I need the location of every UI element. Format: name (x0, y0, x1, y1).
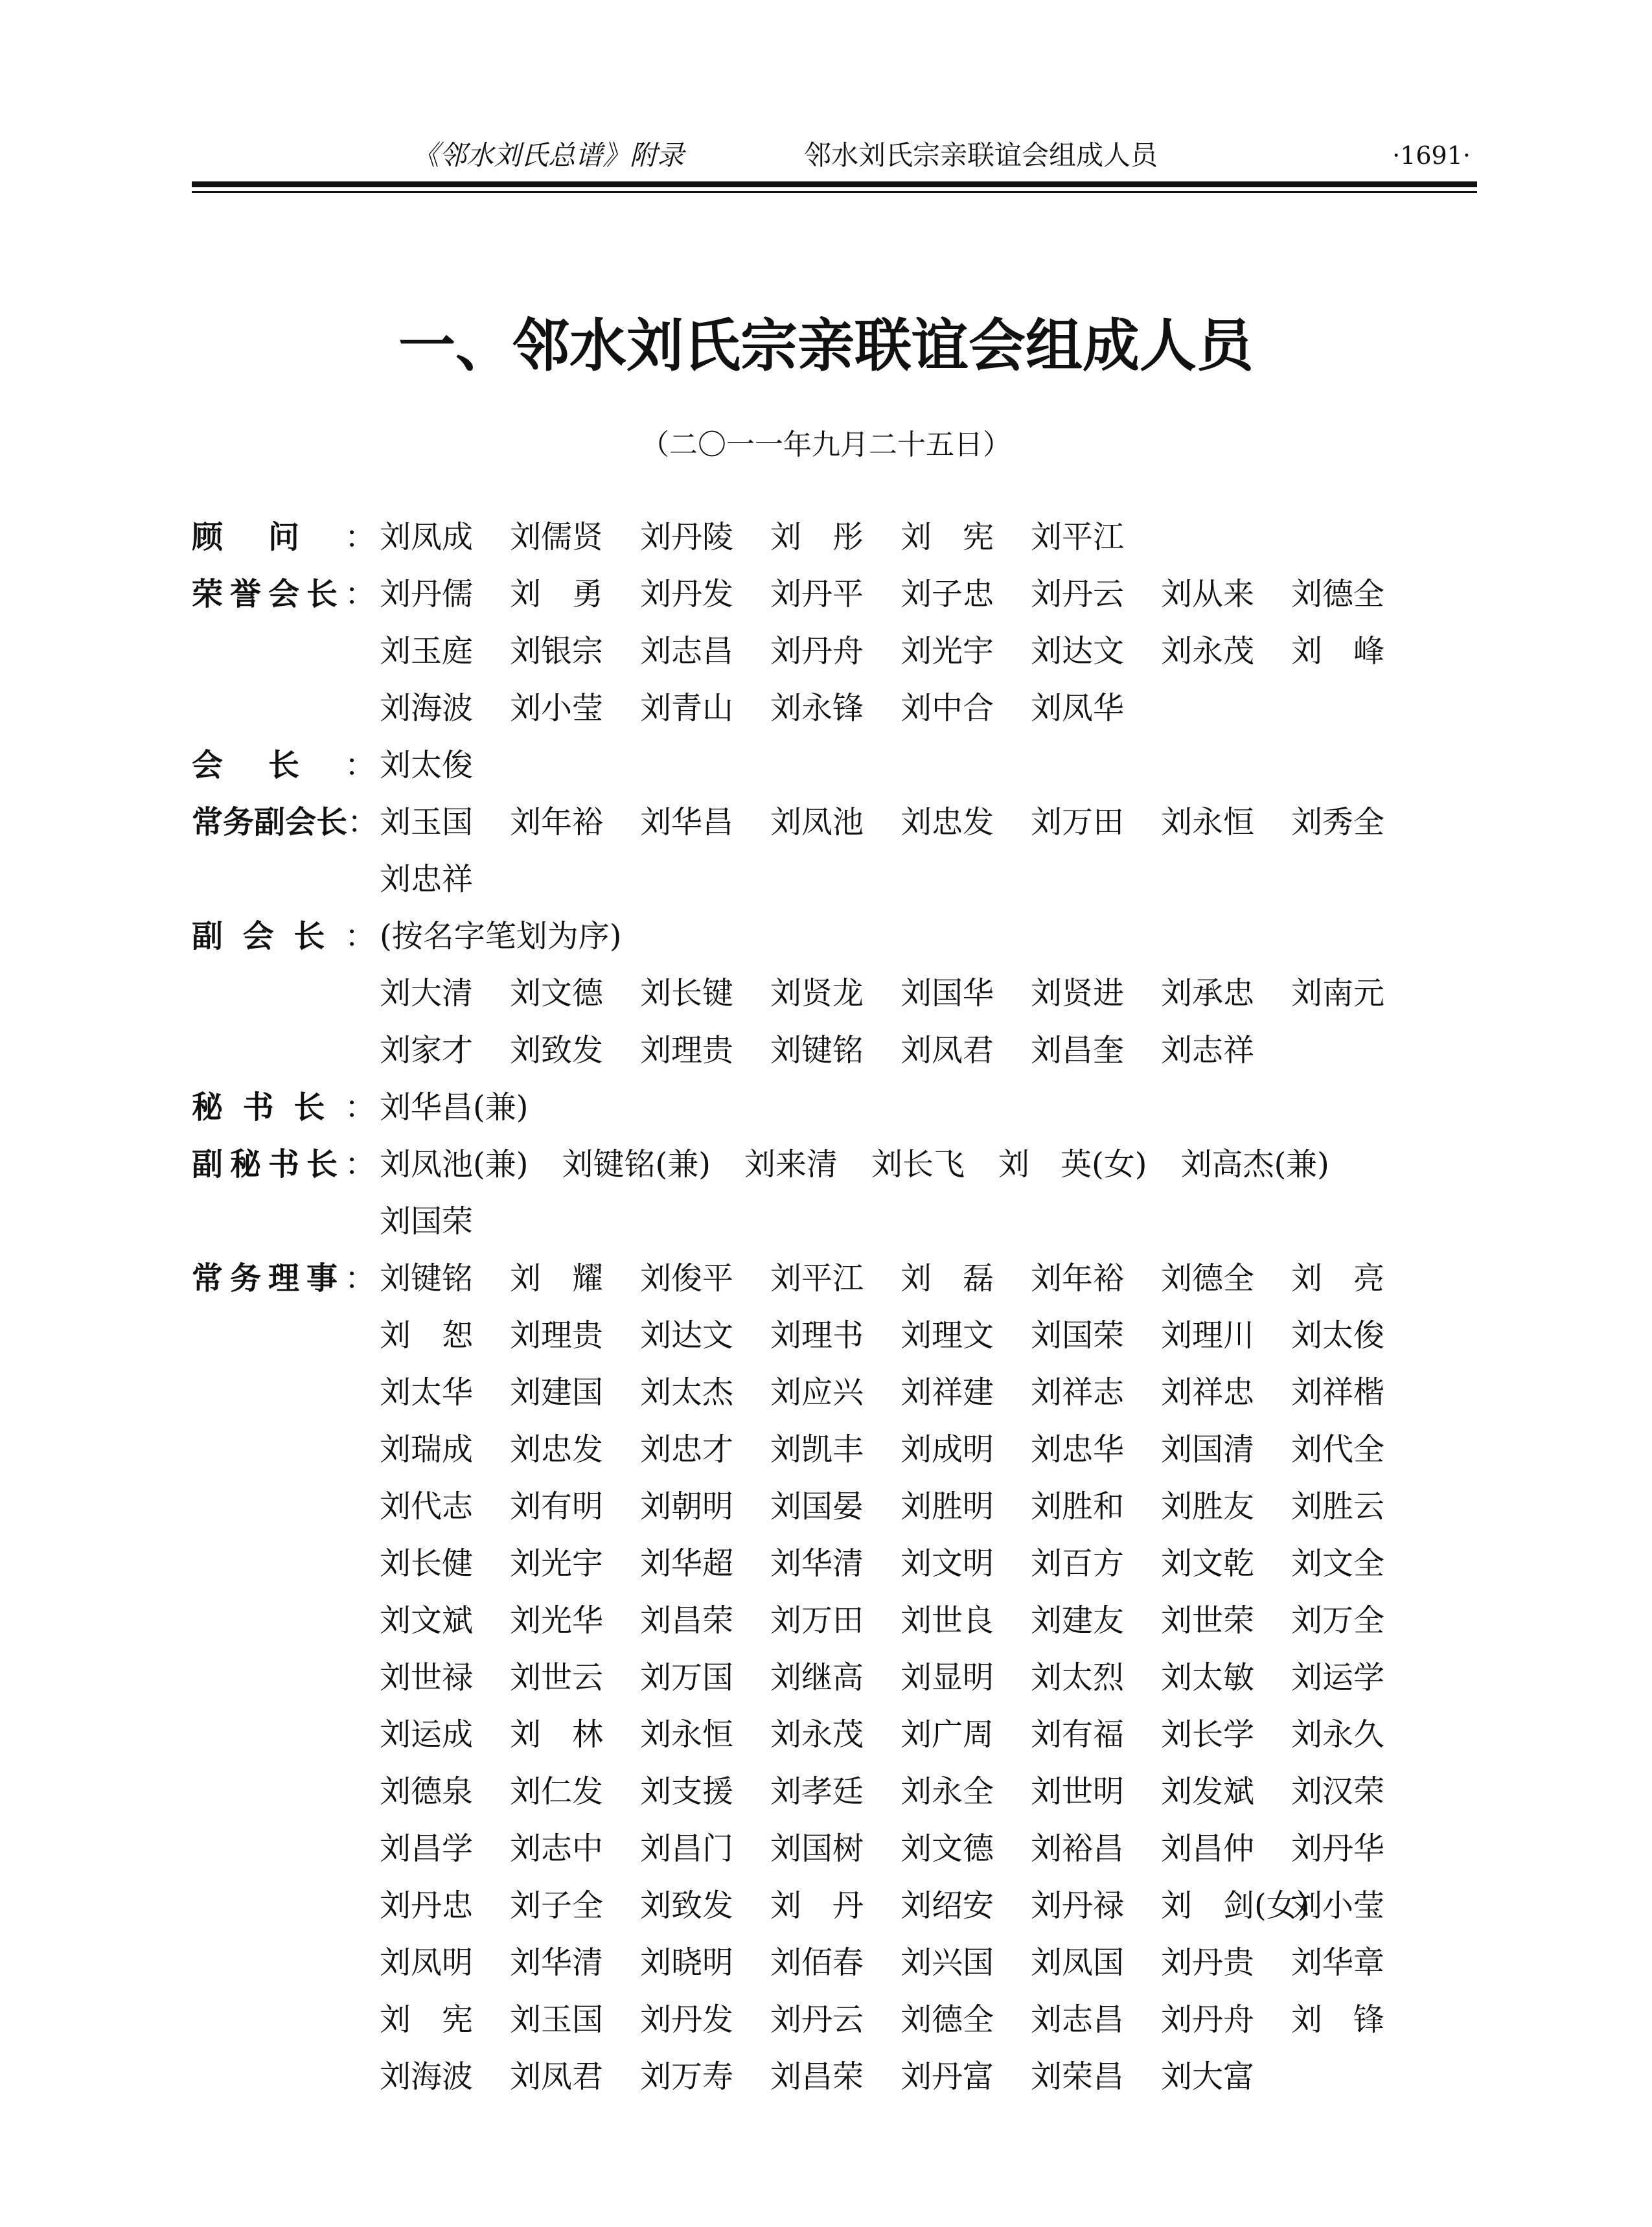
member-name: 刘 亮 (1291, 1260, 1385, 1297)
member-name: 刘丹云 (1031, 576, 1125, 612)
member-name: 刘文德 (901, 1830, 994, 1867)
member-name: 刘永锋 (770, 690, 864, 726)
member-name: 刘兴国 (901, 1944, 994, 1981)
member-name: 刘绍安 (901, 1887, 994, 1924)
member-name: 刘承忠 (1161, 975, 1255, 1011)
member-name: 刘国晏 (770, 1488, 864, 1525)
member-name: 刘从来 (1161, 576, 1255, 612)
member-name: 刘世明 (1031, 1773, 1125, 1810)
member-name: 刘玉庭 (380, 633, 474, 669)
member-name: 刘太华 (380, 1374, 474, 1411)
member-name: 刘永全 (901, 1773, 994, 1810)
member-name: 刘键铭 (770, 1032, 864, 1068)
member-name: 刘万田 (1031, 804, 1125, 840)
member-name: 刘南元 (1291, 975, 1385, 1011)
member-name: 刘子全 (510, 1887, 604, 1924)
role-section (192, 908, 1477, 1079)
member-name: 刘海波 (380, 2059, 474, 2095)
member-name: 刘子忠 (901, 576, 994, 612)
member-name: 刘太杰 (640, 1374, 734, 1411)
member-name: 刘海波 (380, 690, 474, 726)
member-name: 刘广周 (901, 1716, 994, 1753)
member-name: 刘朝明 (640, 1488, 734, 1525)
member-name: 刘太烈 (1031, 1659, 1125, 1696)
role-member-list (380, 1136, 1477, 1250)
member-name: 刘 勇 (510, 576, 604, 612)
member-name: 刘文德 (510, 975, 604, 1011)
running-header (192, 136, 1477, 175)
member-name: 刘孝廷 (770, 1773, 864, 1810)
role-label: 常 务 理 事 ： (192, 1260, 376, 1297)
member-name: 刘德全 (1161, 1260, 1255, 1297)
member-name: 刘丹贵 (1161, 1944, 1255, 1981)
member-name: 刘凤成 (380, 519, 474, 555)
member-name: 刘丹忠 (380, 1887, 474, 1924)
member-name: 刘祥楷 (1291, 1374, 1385, 1411)
role-member-list (380, 509, 1477, 566)
role-label: 顾 问 ： (192, 519, 376, 555)
member-name: 刘大清 (380, 975, 474, 1011)
member-name: 刘华清 (770, 1545, 864, 1582)
member-name: 刘文全 (1291, 1545, 1385, 1582)
member-name: 刘胜友 (1161, 1488, 1255, 1525)
member-name: 刘昌荣 (640, 1602, 734, 1639)
role-section (192, 737, 1477, 794)
member-name: 刘胜明 (901, 1488, 994, 1525)
member-name: 刘平江 (1031, 519, 1125, 555)
member-name: 刘忠祥 (380, 861, 474, 897)
role-section (192, 1136, 1477, 1250)
member-name: 刘文斌 (380, 1602, 474, 1639)
member-name: 刘丹儒 (380, 576, 474, 612)
member-name: 刘理贵 (640, 1032, 734, 1068)
member-name: 刘华昌(兼) (380, 1089, 529, 1125)
member-name: 刘凤池(兼) (380, 1146, 529, 1183)
member-name: 刘光宇 (510, 1545, 604, 1582)
member-roster (192, 509, 1477, 2105)
member-name: 刘 峰 (1291, 633, 1385, 669)
member-name: 刘国荣 (380, 1203, 474, 1240)
member-name: 刘丹云 (770, 2002, 864, 2038)
member-name: 刘理川 (1161, 1317, 1255, 1354)
member-name: 刘华章 (1291, 1944, 1385, 1981)
member-name: 刘祥忠 (1161, 1374, 1255, 1411)
member-name: 刘银宗 (510, 633, 604, 669)
member-name: 刘代全 (1291, 1431, 1385, 1468)
member-name: 刘德全 (1291, 576, 1385, 612)
member-name: 刘凯丰 (770, 1431, 864, 1468)
member-name: 刘支援 (640, 1773, 734, 1810)
member-name: 刘应兴 (770, 1374, 864, 1411)
member-name: 刘成明 (901, 1431, 994, 1468)
member-name: 刘昌学 (380, 1830, 474, 1867)
member-name: 刘裕昌 (1031, 1830, 1125, 1867)
role-member-list (380, 737, 1477, 794)
page-number: ·1691· (1392, 141, 1471, 170)
member-name: 刘佰春 (770, 1944, 864, 1981)
member-name: 刘祥志 (1031, 1374, 1125, 1411)
role-label: 会 长 ： (192, 747, 376, 783)
member-name: 刘凤君 (510, 2059, 604, 2095)
member-name: 刘有福 (1031, 1716, 1125, 1753)
role-member-list (380, 1250, 1477, 2105)
member-name: 刘光华 (510, 1602, 604, 1639)
member-name: 刘 宪 (901, 519, 994, 555)
member-name: 刘志昌 (1031, 2002, 1125, 2038)
member-name: 刘 恕 (380, 1317, 474, 1354)
role-member-list (380, 794, 1477, 908)
member-name: 刘凤明 (380, 1944, 474, 1981)
member-name: 刘万国 (640, 1659, 734, 1696)
member-name: 刘国荣 (1031, 1317, 1125, 1354)
member-name: 刘世云 (510, 1659, 604, 1696)
role-section (192, 566, 1477, 737)
member-name: 刘大富 (1161, 2059, 1255, 2095)
member-name: 刘昌仲 (1161, 1830, 1255, 1867)
member-name: 刘德泉 (380, 1773, 474, 1810)
member-name: 刘华昌 (640, 804, 734, 840)
member-name: 刘太俊 (1291, 1317, 1385, 1354)
member-name: 刘丹陵 (640, 519, 734, 555)
member-name: 刘 英(女) (998, 1146, 1147, 1183)
member-name: 刘达文 (1031, 633, 1125, 669)
role-section (192, 1079, 1477, 1136)
member-name: 刘长键 (640, 975, 734, 1011)
member-name: 刘 彤 (770, 519, 864, 555)
member-name: 刘家才 (380, 1032, 474, 1068)
chapter-title: 邻水刘氏宗亲联谊会组成人员 (804, 139, 1158, 171)
member-name: 刘荣昌 (1031, 2059, 1125, 2095)
member-name: 刘键铭 (380, 1260, 474, 1297)
member-name: 刘凤国 (1031, 1944, 1125, 1981)
member-name: 刘运成 (380, 1716, 474, 1753)
member-name: 刘志昌 (640, 633, 734, 669)
member-name: 刘 宪 (380, 2002, 474, 2038)
member-name: 刘 锋 (1291, 2002, 1385, 2038)
member-name: 刘建友 (1031, 1602, 1125, 1639)
member-name: 刘长飞 (871, 1146, 965, 1183)
role-section (192, 794, 1477, 908)
member-name: 刘凤池 (770, 804, 864, 840)
member-name: 刘汉荣 (1291, 1773, 1385, 1810)
member-name: 刘光宇 (901, 633, 994, 669)
member-name: 刘仁发 (510, 1773, 604, 1810)
member-name: 刘秀全 (1291, 804, 1385, 840)
member-name: 刘永久 (1291, 1716, 1385, 1753)
member-name: 刘达文 (640, 1317, 734, 1354)
member-name: 刘永恒 (640, 1716, 734, 1753)
member-name: 刘文明 (901, 1545, 994, 1582)
member-name: 刘贤进 (1031, 975, 1125, 1011)
member-name: 刘致发 (510, 1032, 604, 1068)
role-label: 荣 誉 会 长 ： (192, 576, 376, 612)
member-name: 刘昌门 (640, 1830, 734, 1867)
member-name: 刘建国 (510, 1374, 604, 1411)
member-name: 刘世禄 (380, 1659, 474, 1696)
role-member-list (380, 908, 1477, 1079)
member-name: 刘 丹 (770, 1887, 864, 1924)
member-name: 刘理文 (901, 1317, 994, 1354)
member-name: 刘代志 (380, 1488, 474, 1525)
member-name: 刘年裕 (1031, 1260, 1125, 1297)
member-name: 刘太敏 (1161, 1659, 1255, 1696)
member-name: 刘丹发 (640, 576, 734, 612)
member-name: 刘贤龙 (770, 975, 864, 1011)
member-name: 刘小莹 (510, 690, 604, 726)
member-name: 刘长健 (380, 1545, 474, 1582)
member-name: 刘文乾 (1161, 1545, 1255, 1582)
member-name: 刘小莹 (1291, 1887, 1385, 1924)
role-section (192, 509, 1477, 566)
member-name: 刘凤华 (1031, 690, 1125, 726)
member-name: 刘丹富 (901, 2059, 994, 2095)
member-name: 刘丹华 (1291, 1830, 1385, 1867)
book-title: 《邻水刘氏总谱》附录 (412, 139, 685, 171)
member-name: 刘致发 (640, 1887, 734, 1924)
member-name: 刘忠发 (901, 804, 994, 840)
member-name: 刘 林 (510, 1716, 604, 1753)
header-rule-thick (192, 181, 1477, 187)
member-name: 刘运学 (1291, 1659, 1385, 1696)
ordering-note: (按名字笔划为序) (380, 918, 622, 954)
role-member-list (380, 566, 1477, 737)
member-name: 刘 耀 (510, 1260, 604, 1297)
member-name: 刘键铭(兼) (562, 1146, 711, 1183)
member-name: 刘中合 (901, 690, 994, 726)
role-section (192, 1250, 1477, 2105)
member-name: 刘永茂 (770, 1716, 864, 1753)
member-name: 刘高杰(兼) (1180, 1146, 1329, 1183)
member-name: 刘永恒 (1161, 804, 1255, 840)
member-name: 刘丹发 (640, 2002, 734, 2038)
member-name: 刘丹禄 (1031, 1887, 1125, 1924)
member-name: 刘昌荣 (770, 2059, 864, 2095)
member-name: 刘丹舟 (770, 633, 864, 669)
member-name: 刘胜云 (1291, 1488, 1385, 1525)
member-name: 刘年裕 (510, 804, 604, 840)
member-name: 刘忠才 (640, 1431, 734, 1468)
member-name: 刘志祥 (1161, 1032, 1255, 1068)
member-name: 刘太俊 (380, 747, 474, 783)
member-name: 刘俊平 (640, 1260, 734, 1297)
member-name: 刘玉国 (380, 804, 474, 840)
member-name: 刘来清 (744, 1146, 838, 1183)
page-title: 一、邻水刘氏宗亲联谊会组成人员 (398, 312, 1254, 379)
member-name: 刘百方 (1031, 1545, 1125, 1582)
member-name: 刘华超 (640, 1545, 734, 1582)
member-name: 刘万寿 (640, 2059, 734, 2095)
role-label: 秘 书 长 ： (192, 1089, 376, 1125)
member-name: 刘万田 (770, 1602, 864, 1639)
member-name: 刘忠华 (1031, 1431, 1125, 1468)
role-label: 常 务 副 会 长 ： (192, 804, 379, 840)
member-name: 刘继高 (770, 1659, 864, 1696)
member-name: 刘凤君 (901, 1032, 994, 1068)
role-member-list (380, 1079, 1477, 1136)
member-name: 刘世荣 (1161, 1602, 1255, 1639)
member-name: 刘志中 (510, 1830, 604, 1867)
member-name: 刘发斌 (1161, 1773, 1255, 1810)
member-name: 刘德全 (901, 2002, 994, 2038)
member-name: 刘 剑(女) (1161, 1887, 1310, 1924)
member-name: 刘平江 (770, 1260, 864, 1297)
member-name: 刘 磊 (901, 1260, 994, 1297)
role-label: 副 秘 书 长 ： (192, 1146, 376, 1183)
page-subtitle-date: （二〇一一年九月二十五日） (641, 428, 1011, 461)
member-name: 刘晓明 (640, 1944, 734, 1981)
member-name: 刘瑞成 (380, 1431, 474, 1468)
member-name: 刘昌奎 (1031, 1032, 1125, 1068)
member-name: 刘万全 (1291, 1602, 1385, 1639)
role-label: 副 会 长 ： (192, 918, 376, 954)
member-name: 刘忠发 (510, 1431, 604, 1468)
member-name: 刘祥建 (901, 1374, 994, 1411)
member-name: 刘有明 (510, 1488, 604, 1525)
member-name: 刘理贵 (510, 1317, 604, 1354)
member-name: 刘玉国 (510, 2002, 604, 2038)
member-name: 刘永茂 (1161, 633, 1255, 669)
member-name: 刘世良 (901, 1602, 994, 1639)
member-name: 刘儒贤 (510, 519, 604, 555)
member-name: 刘丹平 (770, 576, 864, 612)
member-name: 刘胜和 (1031, 1488, 1125, 1525)
member-name: 刘青山 (640, 690, 734, 726)
member-name: 刘华清 (510, 1944, 604, 1981)
member-name: 刘长学 (1161, 1716, 1255, 1753)
member-name: 刘国清 (1161, 1431, 1255, 1468)
member-name: 刘国华 (901, 975, 994, 1011)
member-name: 刘丹舟 (1161, 2002, 1255, 2038)
member-name: 刘显明 (901, 1659, 994, 1696)
member-name: 刘理书 (770, 1317, 864, 1354)
header-rule-thin (192, 191, 1477, 193)
member-name: 刘国树 (770, 1830, 864, 1867)
